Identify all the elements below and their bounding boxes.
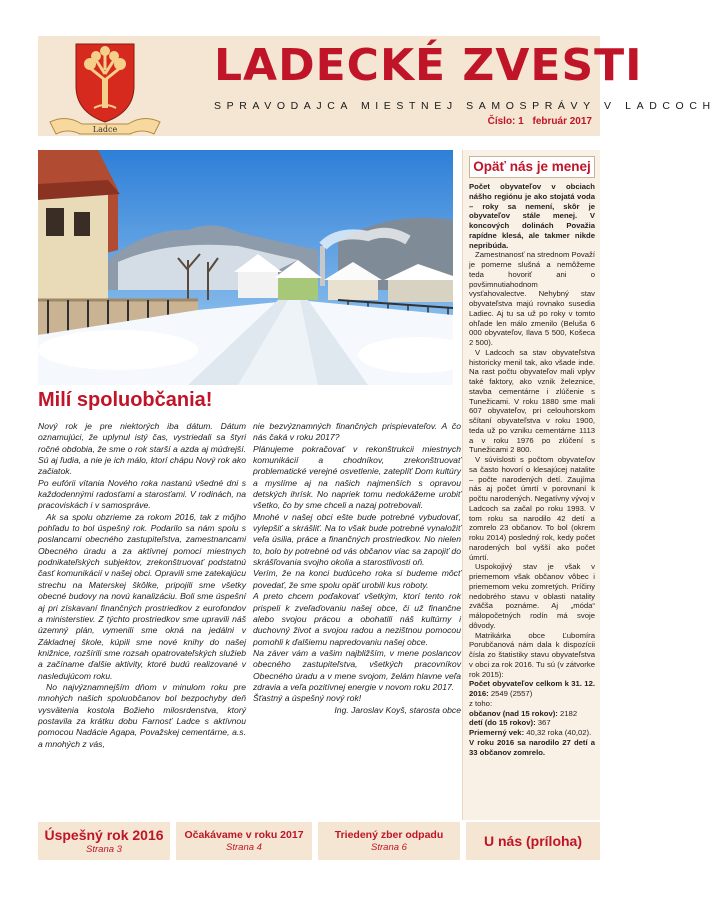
coat-of-arms-logo xyxy=(46,40,164,136)
article-paragraph: Na záver vám a vašim najbližším, v mene poslancov obecného zastupiteľstva, všetkých pracovníkov Obecného úradu a v mene svojom, želám hlavne veľa zdravia a veľa pozitívnej energie v novom roku 2017. xyxy=(253,647,461,692)
sidebar-title: Opäť nás je menej xyxy=(469,156,595,178)
article-paragraph: A preto chcem poďakovať všetkým, ktorí tento rok prispeli k zveľaďovaniu našej obce, či už finančne alebo svojou prácou a obohatili náš kultúrny i duchovný život a svojou radou a nezištnou pomocou pomohli k ďalšiemu napredovaniu našej obce. xyxy=(253,591,461,647)
teaser-title: U nás (príloha) xyxy=(483,833,582,849)
stats-children: detí (do 15 rokov): 367 xyxy=(469,718,551,728)
article-paragraph: Nový rok je pre niektorých iba dátum. Dátum oznamujúci, že uplynul istý čas, vystriedali sa štyri ročné obdobia, že sme o rok starší a azda aj múdrejší. Sú aj ľudia, a nie je ich málo, ktorí chápu Nový rok ako začiatok. xyxy=(38,421,246,477)
newsletter-title: LADECKÉ ZVESTI xyxy=(214,40,643,91)
article-paragraph: Mnohé v našej obci ešte bude potrebné vybudovať, vylepšiť a skrášliť. Na to však bude potrebné vynaložiť veľa úsilia, práce a finančných prostriedkov. No nielen to, bolo by potrebné od vás občanov viac sa zapojiť do skrášľovania svojho okolia a starostlivosti oň. xyxy=(253,511,461,568)
article-paragraph: No najvýznamnejším dňom v minulom roku pre mnohých našich spoluobčanov bol bezpochyby deň vysvätenia kostola Božieho milosrdenstva, ktorý postavila za krátku dobu Farnosť Ladce s aktívnou pomocou Nadácie Agapa, Považskej cementárne, a.s. a mnohých z vás, xyxy=(38,681,246,749)
stats-adults: občanov (nad 15 rokov): 2182 xyxy=(469,708,578,718)
teaser-title: Očakávame v roku 2017 xyxy=(184,829,304,841)
crest-label: Ladce xyxy=(92,125,118,134)
teaser-supplement[interactable] xyxy=(466,822,600,860)
newsletter-subtitle: SPRAVODAJCA MIESTNEJ SAMOSPRÁVY V LADCOCH xyxy=(214,100,716,112)
stats-of-which: z toho: xyxy=(469,698,493,708)
article-paragraph: nie bezvýznamných finančných prispievateľov. A čo nás čaká v roku 2017? xyxy=(253,421,461,443)
sidebar-body xyxy=(469,182,595,757)
article-paragraph: Ak sa spolu obzrieme za rokom 2016, tak z môjho pohľadu to bol úspešný rok. Podarilo sa nám spolu s poslancami obecného zastupiteľstva, zamestnancami Obecného úradu a za aktívnej pomoci miestnych podnikateľských subjektov, zrekonštruovať podstatnú časť komunikácií v našej obci. Opravili sme zatekajúcu strechu na Materskej škôlke, pripojili sme všetky obecné budovy na novú kanalizáciu. Boli sme úspešní aj pri získavaní finančných prostriedkov z eurofondov a ministerstiev. Z týchto prostriedkov sme upravili náš územný plán, vymenili sme okná na jedálni v Základnej škole, kúpili sme nové knihy do našej knižnice, rozšírili sme rozsah opatrovateľských služieb a začíname ďalšie aktivity, ktoré budú realizované v nasledujúcom roku. xyxy=(38,511,246,681)
issue-info xyxy=(482,116,592,127)
article-paragraph: Plánujeme pokračovať v rekonštrukcii miestnych komunikácií a chodníkov, zrekonštruovať problematické verejné osvetlenie, zateplíť Dom kultúry a myslíme aj na našich najmenších s opravou detských ihrísk. No napriek tomu nedokážeme urobiť všetko, čo by sme chceli a nazaj potrebovali. xyxy=(253,443,461,511)
sidebar-paragraph: V súvislosti s počtom obyvateľov sa často hovorí o klesajúcej natalite – počte narodených detí. Zaujíma nás aj počet úmrtí v porovnaní k počtu narodených. Negatívny vývoj v Ladcoch sa začal po roku 1993. V tom roku sa narodilo 42 detí a zomrelo 23 občanov. To bol (okrem roku 2014) posledný rok, kedy počet narodených bol vyšší ako počet úmrtí. xyxy=(469,455,595,562)
stats-age: Priemerný vek: 40,32 roka (40,02). xyxy=(469,728,592,737)
teaser-title: Triedený zber odpadu xyxy=(334,829,444,841)
sidebar-paragraph: Matrikárka obce Ľubomíra Porubčanová nám dala k dispozícii čísla zo štatistiky stavu obyvateľstva v obci za rok 2016. Tu sú (v zátvorke rok 2015): xyxy=(469,630,595,679)
sidebar-article xyxy=(462,150,600,820)
sidebar-paragraph: V Ladcoch sa stav obyvateľstva historicky menil tak, ako všade inde. Na rast počtu obyvateľov mali vplyv také faktory, ako vznik železnice, stavba cementárne i zlúčenie s Tunežicami. V roku 1880 sme mali 607 obyvateľov, pri celouhorskom sčítaní obyvateľstva v roku 1900, teda už po vzniku cementárne 1113 a v roku 1976 po zlúčení s Tunežicami 2 800. xyxy=(469,347,595,455)
teaser-successful-year[interactable] xyxy=(38,822,170,860)
stats-closing: V roku 2016 sa narodilo 27 detí a 33 občanov zomrelo. xyxy=(469,737,595,757)
teaser-waste-sorting[interactable] xyxy=(318,822,460,860)
article-signature: Ing. Jaroslav Koyš, starosta obce xyxy=(334,704,461,715)
stats-total: Počet obyvateľov celkom k 31. 12. 2016: 2549 (2557) xyxy=(469,679,595,698)
teaser-page: Strana 4 xyxy=(226,842,262,853)
issue-number: Číslo: 1 xyxy=(487,116,524,127)
sidebar-paragraph: Uspokojivý stav je však v priememom však občanov vôbec i priememom veku zomretých. Príčiny nedobrého stavu v oblasti natality zväčša poznáme. Aj „móda“ málopočetných rodín má svoje dôvody. xyxy=(469,562,595,630)
issue-date: február 2017 xyxy=(532,116,592,127)
article-headline: Milí spoluobčania! xyxy=(38,389,213,411)
article-paragraph: Po eufórii vítania Nového roka nastanú všedné dni s každodennými radosťami a starosťami. V rodinách, na pracoviskách i v samospráve. xyxy=(38,477,246,511)
article-column-1 xyxy=(38,421,246,750)
teaser-bar xyxy=(38,822,600,862)
winter-village-photo xyxy=(38,150,453,385)
masthead xyxy=(38,36,716,136)
article-paragraph: Verím, že na konci budúceho roka si budeme môcť povedať, že sme spolu opäť urobili kus roboty. xyxy=(253,568,461,590)
article-paragraph: Šťastný a úspešný nový rok! xyxy=(253,693,362,704)
teaser-expectations-2017[interactable] xyxy=(176,822,312,860)
article-column-2 xyxy=(253,421,461,716)
sidebar-lead: Počet obyvateľov v obciach nášho regiónu je ako stojatá voda – roky sa nemení, skôr je obyvateľov stále menej. V koncových dolinách Považia rapídne klesá, ale takmer nikde nepribúda. xyxy=(469,182,595,250)
teaser-page: Strana 3 xyxy=(86,844,122,855)
sidebar-paragraph: Zamestnanosť na strednom Považí je pomerne slušná a nemôžeme teda hovoriť ani o povšimnutiahodnom vysťahovalectve. Nehybný stav obyvateľstva majú rovnako susedia Ladiec. Aj tu sa už po roky v tomto ohľade len málo zmenilo (Beluša 6 000 obyvateľov, Ilava 5 500, Košeca 2 500). xyxy=(469,250,595,347)
teaser-title: Úspešný rok 2016 xyxy=(44,827,164,843)
teaser-page: Strana 6 xyxy=(371,842,407,853)
